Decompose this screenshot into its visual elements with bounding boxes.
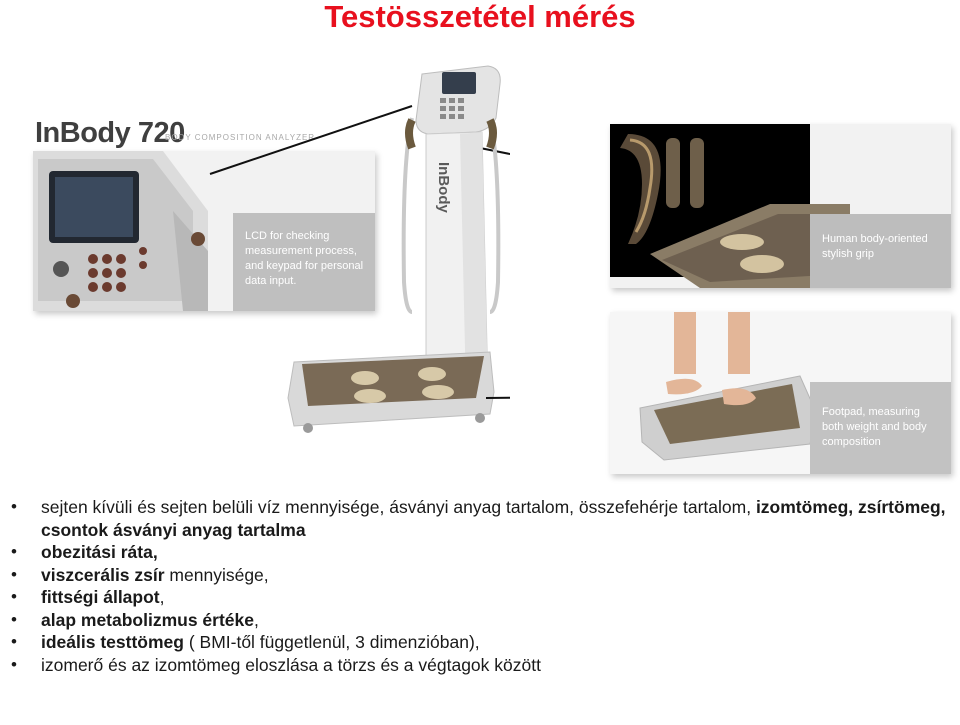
column-brand-text: InBody xyxy=(435,162,452,213)
bold-text: obezitási ráta, xyxy=(41,542,158,562)
lcd-caption: LCD for checking measurement process, and keypad for personal data input. xyxy=(245,230,364,287)
plain-text: mennyisége, xyxy=(164,564,269,585)
list-item xyxy=(0,496,960,541)
plain-text: izomerő és az izomtömeg eloszlása a törzs és a végtagok között xyxy=(41,654,541,675)
plain-text: , xyxy=(159,587,165,607)
feature-list xyxy=(0,496,960,676)
list-item xyxy=(0,631,960,654)
bold-text: fittségi állapot xyxy=(41,587,160,607)
plain-text: , xyxy=(254,609,259,630)
inbody-logo: InBody 720 xyxy=(35,117,185,149)
list-item xyxy=(0,654,960,677)
logo-subtitle: BODY COMPOSITION ANALYZER xyxy=(165,133,316,142)
plain-text: ( BMI-től függetlenül, 3 dimenzióban), xyxy=(183,632,480,652)
list-item xyxy=(0,609,960,632)
list-item xyxy=(0,586,960,609)
grip-caption: Human body-oriented stylish grip xyxy=(822,233,928,260)
page-title: Testösszetétel mérés xyxy=(324,0,636,34)
footpad-caption: Footpad, measuring both weight and body composition xyxy=(822,406,927,448)
bold-text: alap metabolizmus értéke xyxy=(41,609,254,630)
bold-text: ideális testtömeg xyxy=(41,632,184,652)
bold-text: izomtömeg, zsírtömeg, csontok ásványi anyag tartalma xyxy=(41,497,946,540)
list-item xyxy=(0,564,960,587)
grip-image xyxy=(610,124,951,288)
grip-panel xyxy=(610,124,951,288)
list-item xyxy=(0,541,960,564)
plain-text: sejten kívüli és sejten belüli víz mennyisége, ásványi anyag tartalom, összefehérje tartalom, xyxy=(41,497,756,517)
bold-text: viszcerális zsír xyxy=(41,564,165,585)
footpad-panel xyxy=(610,312,951,474)
inbody-device-image xyxy=(190,62,510,442)
